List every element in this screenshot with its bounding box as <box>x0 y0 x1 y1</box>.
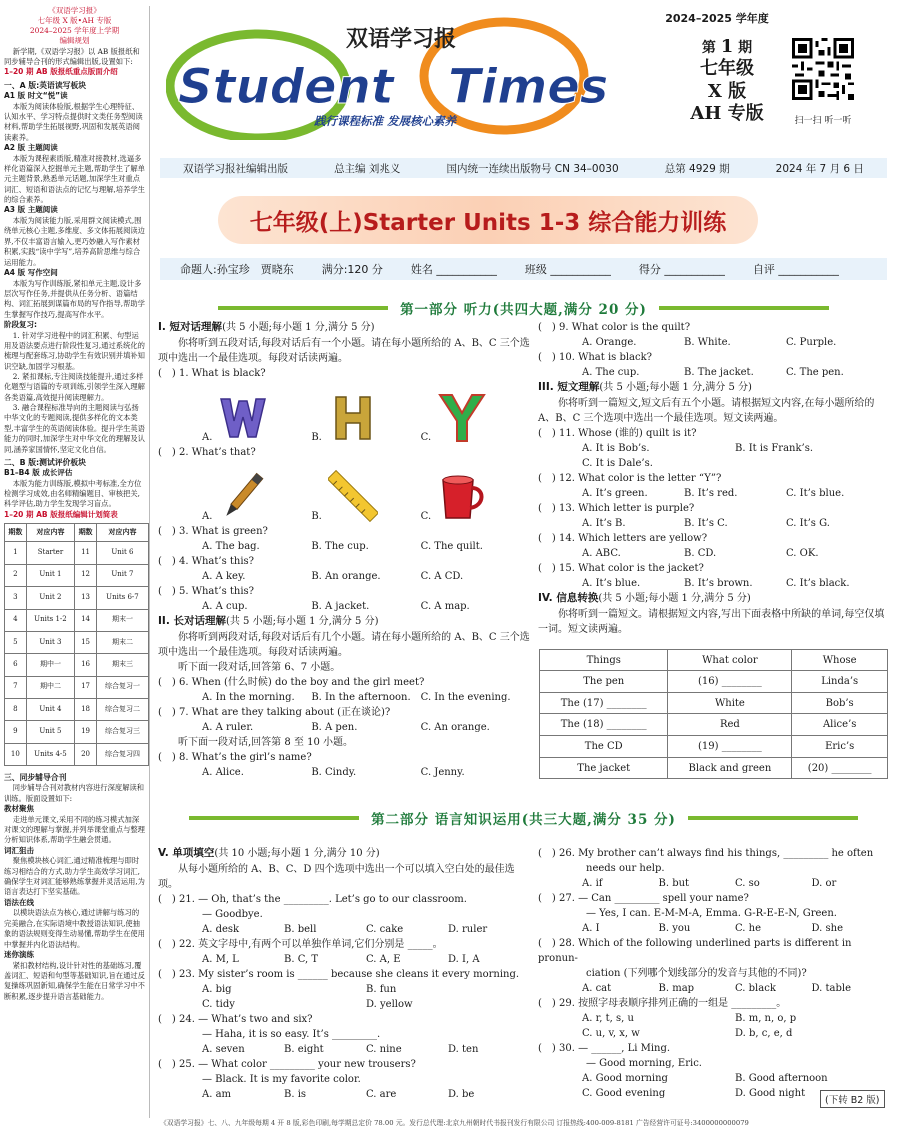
schedule-cell: Unit 2 <box>26 587 75 609</box>
section2-heading: II. 长对话理解 <box>158 614 226 627</box>
info-table-cell: White <box>668 692 792 714</box>
schedule-cell: 10 <box>5 743 27 765</box>
schedule-cell: 18 <box>75 699 97 721</box>
question-13: ( ) 13. Which letter is purple? <box>538 502 695 514</box>
part-divider-left <box>218 306 388 310</box>
schedule-cell: Starter <box>26 542 75 564</box>
info-table-cell: Linda’s <box>792 671 888 693</box>
self-eval-field[interactable]: 自评 ___________ <box>752 263 839 276</box>
schedule-cell: 8 <box>5 699 27 721</box>
info-table-cell: Things <box>540 650 668 671</box>
qr-code[interactable] <box>792 38 854 100</box>
info-table-header <box>540 650 888 671</box>
schedule-cell: 期末二 <box>96 631 148 653</box>
question-9-options: A. Orange. B. White. C. Purple. <box>582 337 837 348</box>
schedule-table <box>4 523 149 766</box>
question-23-options: A. big B. fun <box>202 983 397 995</box>
sidebar-yf-text: 以模块语法点为核心,通过讲解与练习的完美融合,在实际语境中教授语法知识,使抽象的语法规则变得生动易懂,帮助学生在使用中掌握并内化语法结构。 <box>4 908 145 949</box>
exam-title-banner: 七年级(上)Starter Units 1-3 综合能力训练 <box>218 196 758 244</box>
info-table-cell[interactable]: The (18) ________ <box>540 714 668 736</box>
question-29: ( ) 29. 按照字母表顺序排列正确的一组是 _________。 <box>538 998 787 1009</box>
schedule-cell: 4 <box>5 609 27 631</box>
sidebar-jc-heading: 教材聚焦 <box>4 804 34 814</box>
question-29-options: A. r, t, s, u B. m, n, o, p <box>582 1013 797 1024</box>
schedule-header: 对应内容 <box>96 524 148 542</box>
question-8: ( ) 8. What’s the girl’s name? <box>158 751 312 763</box>
schedule-cell: 12 <box>75 564 97 586</box>
sidebar-yf-heading: 语法在线 <box>4 897 34 907</box>
part1-header: 第一部分 听力(共四大题,满分 20 分) <box>160 296 887 320</box>
question-21-options: A. desk B. bell C. cake D. ruler <box>202 923 488 935</box>
question-27-options: A. I B. you C. he D. she <box>582 923 844 934</box>
sidebar-section-b: 二、B 版:测试评价板块 <box>4 457 86 467</box>
sidebar-intro: 新学期,《双语学习报》以 AB 版报纸和同步辅导合刊的形式编辑出版,设置如下: <box>4 46 140 66</box>
sidebar-ny-text: 紧扣教材结构,设计针对性的基础练习,覆盖词汇、短语和句型等基础知识,旨在通过反复操练巩固新知,确保学生能在日常学习中不断积累,逐步提升语言基础能力。 <box>4 960 145 1001</box>
question-4: ( ) 4. What’s this? <box>158 555 255 567</box>
qr-caption: 扫一扫 听一听 <box>794 116 852 126</box>
newspaper-logo <box>166 8 666 140</box>
info-table-row <box>540 736 888 758</box>
info-table-row <box>540 671 888 693</box>
special-edition-label: AH 专版 <box>690 103 764 124</box>
info-table-cell: The jacket <box>540 757 668 779</box>
sidebar-a4-text: 本版为写作训练版,紧扣单元主题,设计多层次写作任务,并提供从任务分析、语篇结构、词汇拓展到谋篇布局的写作指导,帮助学生掌握写作技巧,提高写作水平。 <box>4 278 145 319</box>
question-9: ( ) 9. What color is the quilt? <box>538 322 691 333</box>
logo-en-times: Times <box>448 59 609 115</box>
logo-en-student: Student <box>178 59 394 115</box>
sidebar-jc-text: 走进单元课文,采用不同的练习模式加深对课文的理解与掌握,并列举课堂重点与整理分析知识体系,帮助学生融会贯通。 <box>4 814 145 845</box>
question-27: ( ) 27. — Can _________ spell your name? <box>538 893 749 904</box>
question-2-options: A. B. C. <box>158 460 530 524</box>
schedule-cell: Unit 5 <box>26 721 75 743</box>
listening-right-column: ( ) 9. What color is the quilt? A. Orange. B. White. C. Purple. ( ) 10. What is black? A. The cup. B. The jacket. C. The pen. III. 短文理解(共 5 小题;每小题 1 分,满分 5 分) 你将听到一篇短文,短文后有五个小题。请根据短文内容,在每小题所给的 A、B、C 三个选项中选出一个最佳选项。短文读两遍。 ( ) 11. Whose (谁的) quilt is it? A. It is Bob’s. B. It is Frank’s. C. It is Dale’s. ( ) 12. What color is the letter “Y”? A. It’s green. B. It’s red. C. It’s blue. ( ) 13. Which letter is purple? A. It’s B. B. It’s C. C. It’s G. ( ) 14. Which letters are yellow? A. ABC. B. CD. C. OK. ( ) 15. What color is the jacket? A. It’s blue. B. It’s brown. C. It’s black. IV. 信息转换(共 5 小题;每小题 1 分,满分 5 分) 你将听到一篇短文。请根据短文内容,写出下面表格中所缺的单词,每空仅填一词。短文读两遍。 <box>538 320 888 637</box>
question-5: ( ) 5. What’s this? <box>158 585 255 597</box>
sidebar-a2-text: 本版为课程素质版,精准对接教材,选逼多样化语篇深入挖掘单元主题,帮助学生了解单元主题背景,熟悉单元话题,加深学生对重点词汇、短语和语法点的记忆与理解,培养学生的综合素养。 <box>4 153 145 205</box>
sidebar-b-heading: B1–B4 版 成长评估 <box>4 467 73 477</box>
sidebar-review-3: 3. 融合课程标准导向的主题阅读与弘扬中华文化的专题阅读,提供多样化的文本类型,丰富学生的英语阅读体验。提升学生英语能力的同时,加深学生对中华文化的理解及认同,涵养家国情怀,坚定文化自信。 <box>4 403 145 454</box>
schedule-cell: Units 1-2 <box>26 609 75 631</box>
question-30-options: A. Good morning B. Good afternoon <box>582 1073 828 1084</box>
sidebar-review-2: 2. 紧扣课标,专注阅读技能提升,通过多样化题型与语篇的专项训练,引领学生深入理解各类语篇,高效提升阅读理解力。 <box>4 372 145 402</box>
question-6: ( ) 6. When (什么时候) do the boy and the girl meet? <box>158 676 425 688</box>
sidebar-review-heading: 阶段复习: <box>4 319 37 329</box>
section2-sub1: 听下面一段对话,回答第 6、7 小题。 <box>178 661 341 673</box>
question-1-options: A. B. C. <box>158 381 530 445</box>
sidebar-schedule-title: 1–20 期 AB 版报纸编辑计划简表 <box>4 509 118 519</box>
sidebar-a3-text: 本版为阅读能力版,采用群文阅读模式,围绕单元核心主题,多维度、多文体拓展阅读边界,不仅丰富语言输入,更巧妙融入写作素材积累,实践“读中学写”,培养高阶思维与综合运用能力。 <box>4 216 145 267</box>
sidebar-a3-heading: A3 版 主题阅读 <box>4 205 58 215</box>
schedule-cell: Unit 7 <box>96 564 148 586</box>
schedule-cell: Units 4-5 <box>26 743 75 765</box>
schedule-cell: 综合复习一 <box>96 676 148 698</box>
publisher: 双语学习报社编辑出版 <box>183 162 289 175</box>
schedule-row <box>5 542 149 564</box>
sidebar-b-text: 本版为能力训练版,模拟中考标准,全方位检测学习成效,由名师精编题目、审核把关,科学评估,助力学生发现学习盲点。 <box>4 478 142 509</box>
schedule-cell: 20 <box>75 743 97 765</box>
question-30: ( ) 30. — ______, Li Ming. <box>538 1043 671 1054</box>
question-28-options: A. cat B. map C. black D. table <box>582 983 852 994</box>
part-divider-right <box>659 306 829 310</box>
question-5-options: A. A cup. B. A jacket. C. A map. <box>202 600 470 612</box>
section5-heading: V. 单项填空 <box>158 847 215 859</box>
question-26-options: A. if B. but C. so D. or <box>582 878 837 889</box>
schedule-cell: 5 <box>5 631 27 653</box>
schedule-cell: 期中一 <box>26 654 75 676</box>
info-table-cell[interactable]: (20) ________ <box>792 757 888 779</box>
schedule-cell: 期中二 <box>26 676 75 698</box>
schedule-cell: 11 <box>75 542 97 564</box>
info-table-cell: Bob’s <box>792 692 888 714</box>
schedule-row <box>5 609 149 631</box>
logo-slogan: 践行课程标准 发展核心素养 <box>314 114 457 128</box>
info-table-row <box>540 757 888 779</box>
section2-instructions: 你将听到两段对话,每段对话后有几个小题。请在每小题所给的 A、B、C 三个选项中选出一个最佳选项。每段对话读两遍。 <box>158 631 530 658</box>
schedule-cell: 15 <box>75 631 97 653</box>
publish-date: 2024 年 7 月 6 日 <box>775 162 864 175</box>
question-6-options: A. In the morning. B. In the afternoon. C. In the evening. <box>202 691 511 703</box>
grammar-left-column: V. 单项填空(共 10 小题;每小题 1 分,满分 10 分) 从每小题所给的 A、B、C、D 四个选项中选出一个可以填入空白处的最佳选项。 ( ) 21. — Oh, that’s the _________. Let’s go to our classroom. — Goodbye. A. desk B. bell C. cake D. ruler ( ) 22. 英文字母中,有两个可以单独作单词,它们分别是 _____。 A. M, L B. C, T C. A, E D. I, A ( ) 23. My sister’s room is ______ because she cleans it every morning. A. big B. fun C. tidy D. yellow ( ) 24. — What’s two and six? — Haha, it is so easy. It’s _________. A. seven B. eight C. nine D. ten ( ) 25. — What color _________ your new trousers? — Black. It is my favorite color. A. am B. is C. are D. be <box>158 846 530 1102</box>
sidebar-a1-heading: A1 版 时文“悦”读 <box>4 90 68 100</box>
info-table-cell[interactable]: (16) ________ <box>668 671 792 693</box>
schedule-row <box>5 743 149 765</box>
cn-number: 国内统一连续出版物号 CN 34–0030 <box>446 162 619 175</box>
school-year: 2024–2025 学年度 <box>665 12 769 25</box>
schedule-cell: Unit 3 <box>26 631 75 653</box>
info-table-cell: The pen <box>540 671 668 693</box>
question-24-options: A. seven B. eight C. nine D. ten <box>202 1043 479 1055</box>
score-field[interactable]: 得分 ___________ <box>638 263 725 276</box>
part-divider-left <box>189 816 359 820</box>
schedule-cell: 综合复习三 <box>96 721 148 743</box>
grade-label: 七年级 <box>700 58 754 79</box>
section5-instructions: 从每小题所给的 A、B、C、D 四个选项中选出一个可以填入空白处的最佳选项。 <box>158 863 515 890</box>
schedule-header: 期数 <box>75 524 97 542</box>
sidebar-a1-text: 本版为阅读体验版,根据学生心理特征、认知水平、学习特点提供时文类任务型阅读材料,帮助学生拓展视野,巩固和发展英语阅读素养。 <box>4 101 143 142</box>
sidebar-c-text: 同步辅导合刊对教材内容进行深度解读和训练。版面设置如下: <box>4 783 145 803</box>
logo-cn-name: 双语学习报 <box>345 27 457 52</box>
schedule-row <box>5 699 149 721</box>
question-14: ( ) 14. Which letters are yellow? <box>538 532 708 544</box>
question-10: ( ) 10. What is black? <box>538 352 653 363</box>
publication-info-bar <box>160 158 887 178</box>
info-table-cell: Whose <box>792 650 888 671</box>
schedule-cell: 13 <box>75 587 97 609</box>
question-7-options: A. A ruler. B. A pen. C. An orange. <box>202 721 490 733</box>
info-table-cell: Red <box>668 714 792 736</box>
pen-icon <box>218 468 268 524</box>
letter-h-icon <box>328 389 378 445</box>
question-4-options: A. A key. B. An orange. C. A CD. <box>202 570 464 582</box>
info-table-cell[interactable]: The (17) ________ <box>540 692 668 714</box>
question-12-options: A. It’s green. B. It’s red. C. It’s blue. <box>582 487 845 499</box>
issue-meta <box>665 10 782 125</box>
schedule-cell: Unit 1 <box>26 564 75 586</box>
schedule-cell: 2 <box>5 564 27 586</box>
info-table-cell: Black and green <box>668 757 792 779</box>
question-13-options: A. It’s B. B. It’s C. C. It’s G. <box>582 517 830 529</box>
schedule-cell: 期末三 <box>96 654 148 676</box>
cup-icon <box>437 468 487 524</box>
part-divider-right <box>688 816 858 820</box>
question-28: ( ) 28. Which of the following underlined parts is different in pronun- <box>538 938 852 964</box>
question-10-options: A. The cup. B. The jacket. C. The pen. <box>582 367 844 378</box>
question-3: ( ) 3. What is green? <box>158 525 268 537</box>
letter-w-icon <box>218 389 268 445</box>
sidebar-ny-heading: 迷你演练 <box>4 949 34 959</box>
schedule-cell: 综合复习四 <box>96 743 148 765</box>
edition-label: X 版 <box>707 81 747 102</box>
question-12: ( ) 12. What color is the letter “Y”? <box>538 472 722 484</box>
question-15-options: A. It’s blue. B. It’s brown. C. It’s black. <box>582 577 850 589</box>
schedule-cell: 3 <box>5 587 27 609</box>
info-table-cell: The CD <box>540 736 668 758</box>
authors: 命题人:孙宝珍 贾晓东 <box>180 263 294 276</box>
schedule-cell: 1 <box>5 542 27 564</box>
schedule-header: 期数 <box>5 524 27 542</box>
info-table-cell[interactable]: (19) ________ <box>668 736 792 758</box>
listening-left-column: I. 短对话理解(共 5 小题;每小题 1 分,满分 5 分) 你将听到五段对话,每段对话后有一个小题。请在每小题所给的 A、B、C 三个选项中选出一个最佳选项。每段对话读两遍。 ( ) 1. What is black? A. B. C. ( ) 2. What’s that? A. B. C. ( ) 3. What is green? A. The bag. B. The cup. C. The quilt. ( ) 4. What’s this? A. A key. B. An orange. C. A CD. ( ) 5. What’s this? A. A cup. B. A jacket. C. A map. II. 长对话理解(共 5 小题;每小题 1 分,满分 5 分) 你将听到两段对话,每段对话后有几个小题。请在每小题所给的 A、B、C 三个选项中选出一个最佳选项。每段对话读两遍。 听下面一段对话,回答第 6、7 小题。 ( ) 6. When (什么时候) do the boy and the girl meet? A. In the morning. B. In the afternoon. C. In the evening. ( ) 7. What are they talking about (正在谈论)? A. A ruler. B. A pen. C. An orange. 听下面一段对话,回答第 8 至 10 小题。 ( ) 8. What’s the girl’s name? A. Alice. B. Cindy. C. Jenny. <box>158 321 530 778</box>
sidebar-ch-heading: 词汇狙击 <box>4 845 34 855</box>
question-7: ( ) 7. What are they talking about (正在谈论)? <box>158 706 391 718</box>
sidebar-a2-heading: A2 版 主题阅读 <box>4 143 58 152</box>
question-22: ( ) 22. 英文字母中,有两个可以单独作单词,它们分别是 _____。 <box>158 938 443 950</box>
question-11-options: A. It is Bob’s. B. It is Frank’s. <box>582 442 814 454</box>
info-table-cell: Eric’s <box>792 736 888 758</box>
schedule-cell: Units 6-7 <box>96 587 148 609</box>
question-8-options: A. Alice. B. Cindy. C. Jenny. <box>202 766 465 778</box>
sidebar-ch-text: 聚焦模块核心词汇,通过精准梳理与即时练习相结合的方式,助力学生高效学习词汇,确保学生对词汇能够熟练掌握并灵活运用,为语言表达打下坚实基础。 <box>4 856 145 897</box>
schedule-cell: 14 <box>75 609 97 631</box>
question-25: ( ) 25. — What color _________ your new trousers? <box>158 1058 416 1070</box>
question-22-options: A. M, L B. C, T C. A, E D. I, A <box>202 953 480 965</box>
schedule-header: 对应内容 <box>26 524 75 542</box>
question-15: ( ) 15. What color is the jacket? <box>538 562 704 574</box>
info-table-row <box>540 714 888 736</box>
info-table-row <box>540 692 888 714</box>
total-issue: 总第 4929 期 <box>664 162 730 175</box>
schedule-row <box>5 721 149 743</box>
question-21: ( ) 21. — Oh, that’s the _________. Let’s go to our classroom. <box>158 893 467 905</box>
schedule-cell: Unit 4 <box>26 699 75 721</box>
schedule-row <box>5 587 149 609</box>
issue-number: 第 1 期 <box>701 36 753 57</box>
schedule-row <box>5 676 149 698</box>
sidebar-red-heading: 1–20 期 AB 版报纸重点版面介绍 <box>4 67 118 77</box>
sidebar-title: 《双语学习报》 七年级 X 版•AH 专版 2024–2025 学年度上学期 编辑规划 <box>29 6 120 46</box>
section2-sub2: 听下面一段对话,回答第 8 至 10 小题。 <box>178 736 353 748</box>
sidebar-section-c: 三、同步辅导合刊 <box>4 773 67 783</box>
info-table-cell: Alice’s <box>792 714 888 736</box>
question-24: ( ) 24. — What’s two and six? <box>158 1013 313 1025</box>
section3-instructions: 你将听到一篇短文,短文后有五个小题。请根据短文内容,在每小题所给的 A、B、C 三个选项中选出一个最佳选项。短文读两遍。 <box>538 397 875 424</box>
editorial-sidebar <box>4 6 150 1118</box>
sidebar-a4-heading: A4 版 写作空间 <box>4 267 58 277</box>
schedule-cell: Unit 6 <box>96 542 148 564</box>
schedule-row <box>5 564 149 586</box>
question-11: ( ) 11. Whose (谁的) quilt is it? <box>538 427 697 439</box>
question-14-options: A. ABC. B. CD. C. OK. <box>582 547 819 559</box>
chief-editor: 总主编 刘兆义 <box>334 162 401 175</box>
section4-heading: IV. 信息转换 <box>538 591 599 604</box>
info-table-cell: What color <box>668 650 792 671</box>
class-field[interactable]: 班级 ___________ <box>524 263 611 276</box>
question-23: ( ) 23. My sister’s room is ______ because she cleans it every morning. <box>158 968 520 980</box>
schedule-cell: 16 <box>75 654 97 676</box>
question-25-options: A. am B. is C. are D. be <box>202 1088 475 1100</box>
schedule-cell: 17 <box>75 676 97 698</box>
section1-instructions: 你将听到五段对话,每段对话后有一个小题。请在每小题所给的 A、B、C 三个选项中选出一个最佳选项。每段对话读两遍。 <box>158 337 530 364</box>
schedule-cell: 9 <box>5 721 27 743</box>
question-26: ( ) 26. My brother can’t always find his things, _________ he often <box>538 848 874 859</box>
schedule-cell: 期末一 <box>96 609 148 631</box>
info-transfer-table <box>539 649 888 779</box>
schedule-cell: 7 <box>5 676 27 698</box>
ruler-icon <box>328 468 378 524</box>
sidebar-section-a: 一、A 版:英语读写板块 <box>4 80 87 90</box>
schedule-row <box>5 631 149 653</box>
part2-header: 第二部分 语言知识运用(共三大题,满分 35 分) <box>160 806 887 830</box>
question-1: ( ) 1. What is black? <box>158 367 266 379</box>
schedule-cell: 19 <box>75 721 97 743</box>
schedule-cell: 6 <box>5 654 27 676</box>
sidebar-review-1: 1. 针对学习进程中的词汇积累、句型运用及语法要点进行阶段性复习,通过系统化的梳理与配套练习,协助学生有效识别并填补知识空缺,加固学习根基。 <box>4 330 145 371</box>
full-score: 满分:120 分 <box>321 263 383 276</box>
question-2: ( ) 2. What’s that? <box>158 446 256 458</box>
schedule-cell: 综合复习二 <box>96 699 148 721</box>
name-field[interactable]: 姓名 ___________ <box>410 263 497 276</box>
section4-instructions: 你将听到一篇短文。请根据短文内容,写出下面表格中所缺的单词,每空仅填一词。短文读两遍。 <box>538 608 885 635</box>
letter-y-icon <box>437 389 487 445</box>
page-footer: 《双语学习报》七、八、九年级每期 4 开 8 版,彩色印刷,每学期总定价 78.00 元。发行总代理:北京九州朝时代书报刊发行有限公司 订报热线:400-009-8181 广告经营许可证号:3400000000079 <box>160 1119 749 1127</box>
schedule-row <box>5 654 149 676</box>
student-info-bar <box>160 258 887 280</box>
grammar-right-column: ( ) 26. My brother can’t always find his things, _________ he often needs our help. A. if B. but C. so D. or ( ) 27. — Can _________ spell your name? — Yes, I can. E-M-M-A, Emma. G-R-E-E-N, Green. A. I B. you C. he D. she ( ) 28. Which of the following underlined parts is different in pronun- ciation (下列哪个划线部分的发音与其他的不同)? A. cat B. map C. black D. table ( ) 29. 按照字母表顺序排列正确的一组是 _________。 A. r, t, s, u B. m, n, o, p C. u, v, x, w D. b, c, e, d ( ) 30. — ______, Li Ming. — Good morning, Eric. A. Good morning B. Good afternoon C. Good evening D. Good night <box>538 846 888 1101</box>
question-3-options: A. The bag. B. The cup. C. The quilt. <box>202 540 483 552</box>
section3-heading: III. 短文理解 <box>538 381 600 393</box>
section1-heading: I. 短对话理解 <box>158 321 223 333</box>
continued-note: (下转 B2 版) <box>820 1090 885 1108</box>
